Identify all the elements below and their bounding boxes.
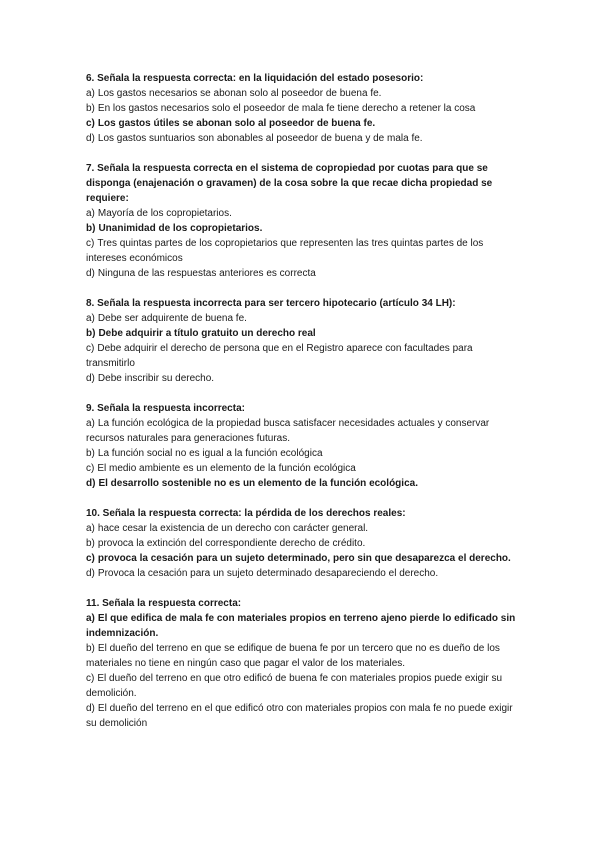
option-letter: b) [86, 448, 95, 459]
option-letter: a) [86, 523, 95, 534]
option-text: Tres quintas partes de los copropietarios que representen las tres quintas partes de los intereses económicos [86, 238, 484, 264]
option-c [86, 236, 516, 266]
exam-page [86, 71, 516, 746]
option-a [86, 206, 516, 221]
option-b [86, 536, 516, 551]
option-letter: a) [86, 418, 95, 429]
option-text: Los gastos suntuarios son abonables al poseedor de buena y de mala fe. [97, 133, 423, 144]
option-text: Mayoría de los copropietarios. [97, 208, 232, 219]
option-letter: c) [86, 343, 95, 354]
option-text: Provoca la cesación para un sujeto determinado desapareciendo el derecho. [97, 568, 439, 579]
option-c [86, 671, 516, 701]
question-10 [86, 506, 516, 581]
question-title: 8. Señala la respuesta incorrecta para ser tercero hipotecario (artículo 34 LH): [86, 298, 456, 309]
option-d [86, 266, 516, 281]
option-text: En los gastos necesarios solo el poseedor de mala fe tiene derecho a retener la cosa [97, 103, 476, 114]
option-letter: b) [86, 538, 95, 549]
option-text: El medio ambiente es un elemento de la función ecológica [97, 463, 356, 474]
option-text: El dueño del terreno en que se edifique de buena fe por un tercero que no es dueño de los materiales no tiene en ningún caso que pagar el valor de los materiales. [86, 643, 500, 669]
option-b [86, 101, 516, 116]
option-text: El que edifica de mala fe con materiales propios en terreno ajeno pierde lo edificado sin indemnización. [86, 613, 516, 639]
question-11 [86, 596, 516, 731]
option-text: Los gastos necesarios se abonan solo al poseedor de buena fe. [97, 88, 382, 99]
option-letter: c) [86, 238, 95, 249]
question-9 [86, 401, 516, 491]
option-text: Debe adquirir a título gratuito un derecho real [98, 328, 316, 339]
option-letter: d) [86, 568, 95, 579]
option-letter: a) [86, 88, 95, 99]
option-a [86, 311, 516, 326]
option-d [86, 371, 516, 386]
option-c [86, 461, 516, 476]
option-text: El dueño del terreno en el que edificó otro con materiales propios con mala fe no puede exigir su demolición [86, 703, 513, 729]
option-text: La función ecológica de la propiedad busca satisfacer necesidades actuales y conservar recursos naturales para generaciones futuras. [86, 418, 490, 444]
option-letter: c) [86, 118, 95, 129]
option-text: provoca la extinción del correspondiente derecho de crédito. [97, 538, 366, 549]
option-d [86, 701, 516, 731]
option-d [86, 476, 516, 491]
option-text: Los gastos útiles se abonan solo al poseedor de buena fe. [97, 118, 376, 129]
option-text: El dueño del terreno en que otro edificó de buena fe con materiales propios puede exigir su demolición. [86, 673, 503, 699]
option-a [86, 416, 516, 446]
option-text: Debe ser adquirente de buena fe. [97, 313, 247, 324]
question-title: 6. Señala la respuesta correcta: en la liquidación del estado posesorio: [86, 73, 424, 84]
option-letter: d) [86, 268, 95, 279]
option-text: Debe adquirir el derecho de persona que en el Registro aparece con facultades para transmitirlo [86, 343, 473, 369]
option-b [86, 326, 516, 341]
question-title: 10. Señala la respuesta correcta: la pérdida de los derechos reales: [86, 508, 406, 519]
option-c [86, 551, 516, 566]
option-letter: d) [86, 373, 95, 384]
option-a [86, 521, 516, 536]
option-letter: d) [86, 133, 95, 144]
option-d [86, 566, 516, 581]
question-title: 11. Señala la respuesta correcta: [86, 598, 242, 609]
option-d [86, 131, 516, 146]
option-text: El desarrollo sostenible no es un elemento de la función ecológica. [98, 478, 418, 489]
option-a [86, 86, 516, 101]
option-letter: b) [86, 223, 96, 234]
question-8 [86, 296, 516, 386]
option-text: La función social no es igual a la función ecológica [97, 448, 323, 459]
option-b [86, 221, 516, 236]
option-letter: c) [86, 673, 95, 684]
option-letter: b) [86, 643, 95, 654]
option-letter: d) [86, 703, 95, 714]
option-letter: a) [86, 208, 95, 219]
option-text: Ninguna de las respuestas anteriores es correcta [97, 268, 316, 279]
option-letter: b) [86, 103, 95, 114]
option-letter: b) [86, 328, 96, 339]
question-title: 7. Señala la respuesta correcta en el sistema de copropiedad por cuotas para que se disponga (enajenación o gravamen) de la cosa sobre la que recae dicha propiedad se requiere: [86, 163, 493, 204]
option-letter: c) [86, 553, 95, 564]
option-b [86, 446, 516, 461]
question-6 [86, 71, 516, 146]
option-letter: c) [86, 463, 95, 474]
question-title: 9. Señala la respuesta incorrecta: [86, 403, 245, 414]
option-letter: a) [86, 313, 95, 324]
option-b [86, 641, 516, 671]
option-letter: a) [86, 613, 95, 624]
question-7 [86, 161, 516, 281]
option-a [86, 611, 516, 641]
option-c [86, 116, 516, 131]
option-text: Unanimidad de los copropietarios. [98, 223, 263, 234]
option-text: hace cesar la existencia de un derecho con carácter general. [97, 523, 369, 534]
option-c [86, 341, 516, 371]
option-letter: d) [86, 478, 96, 489]
option-text: provoca la cesación para un sujeto determinado, pero sin que desaparezca el derecho. [97, 553, 511, 564]
option-text: Debe inscribir su derecho. [97, 373, 215, 384]
